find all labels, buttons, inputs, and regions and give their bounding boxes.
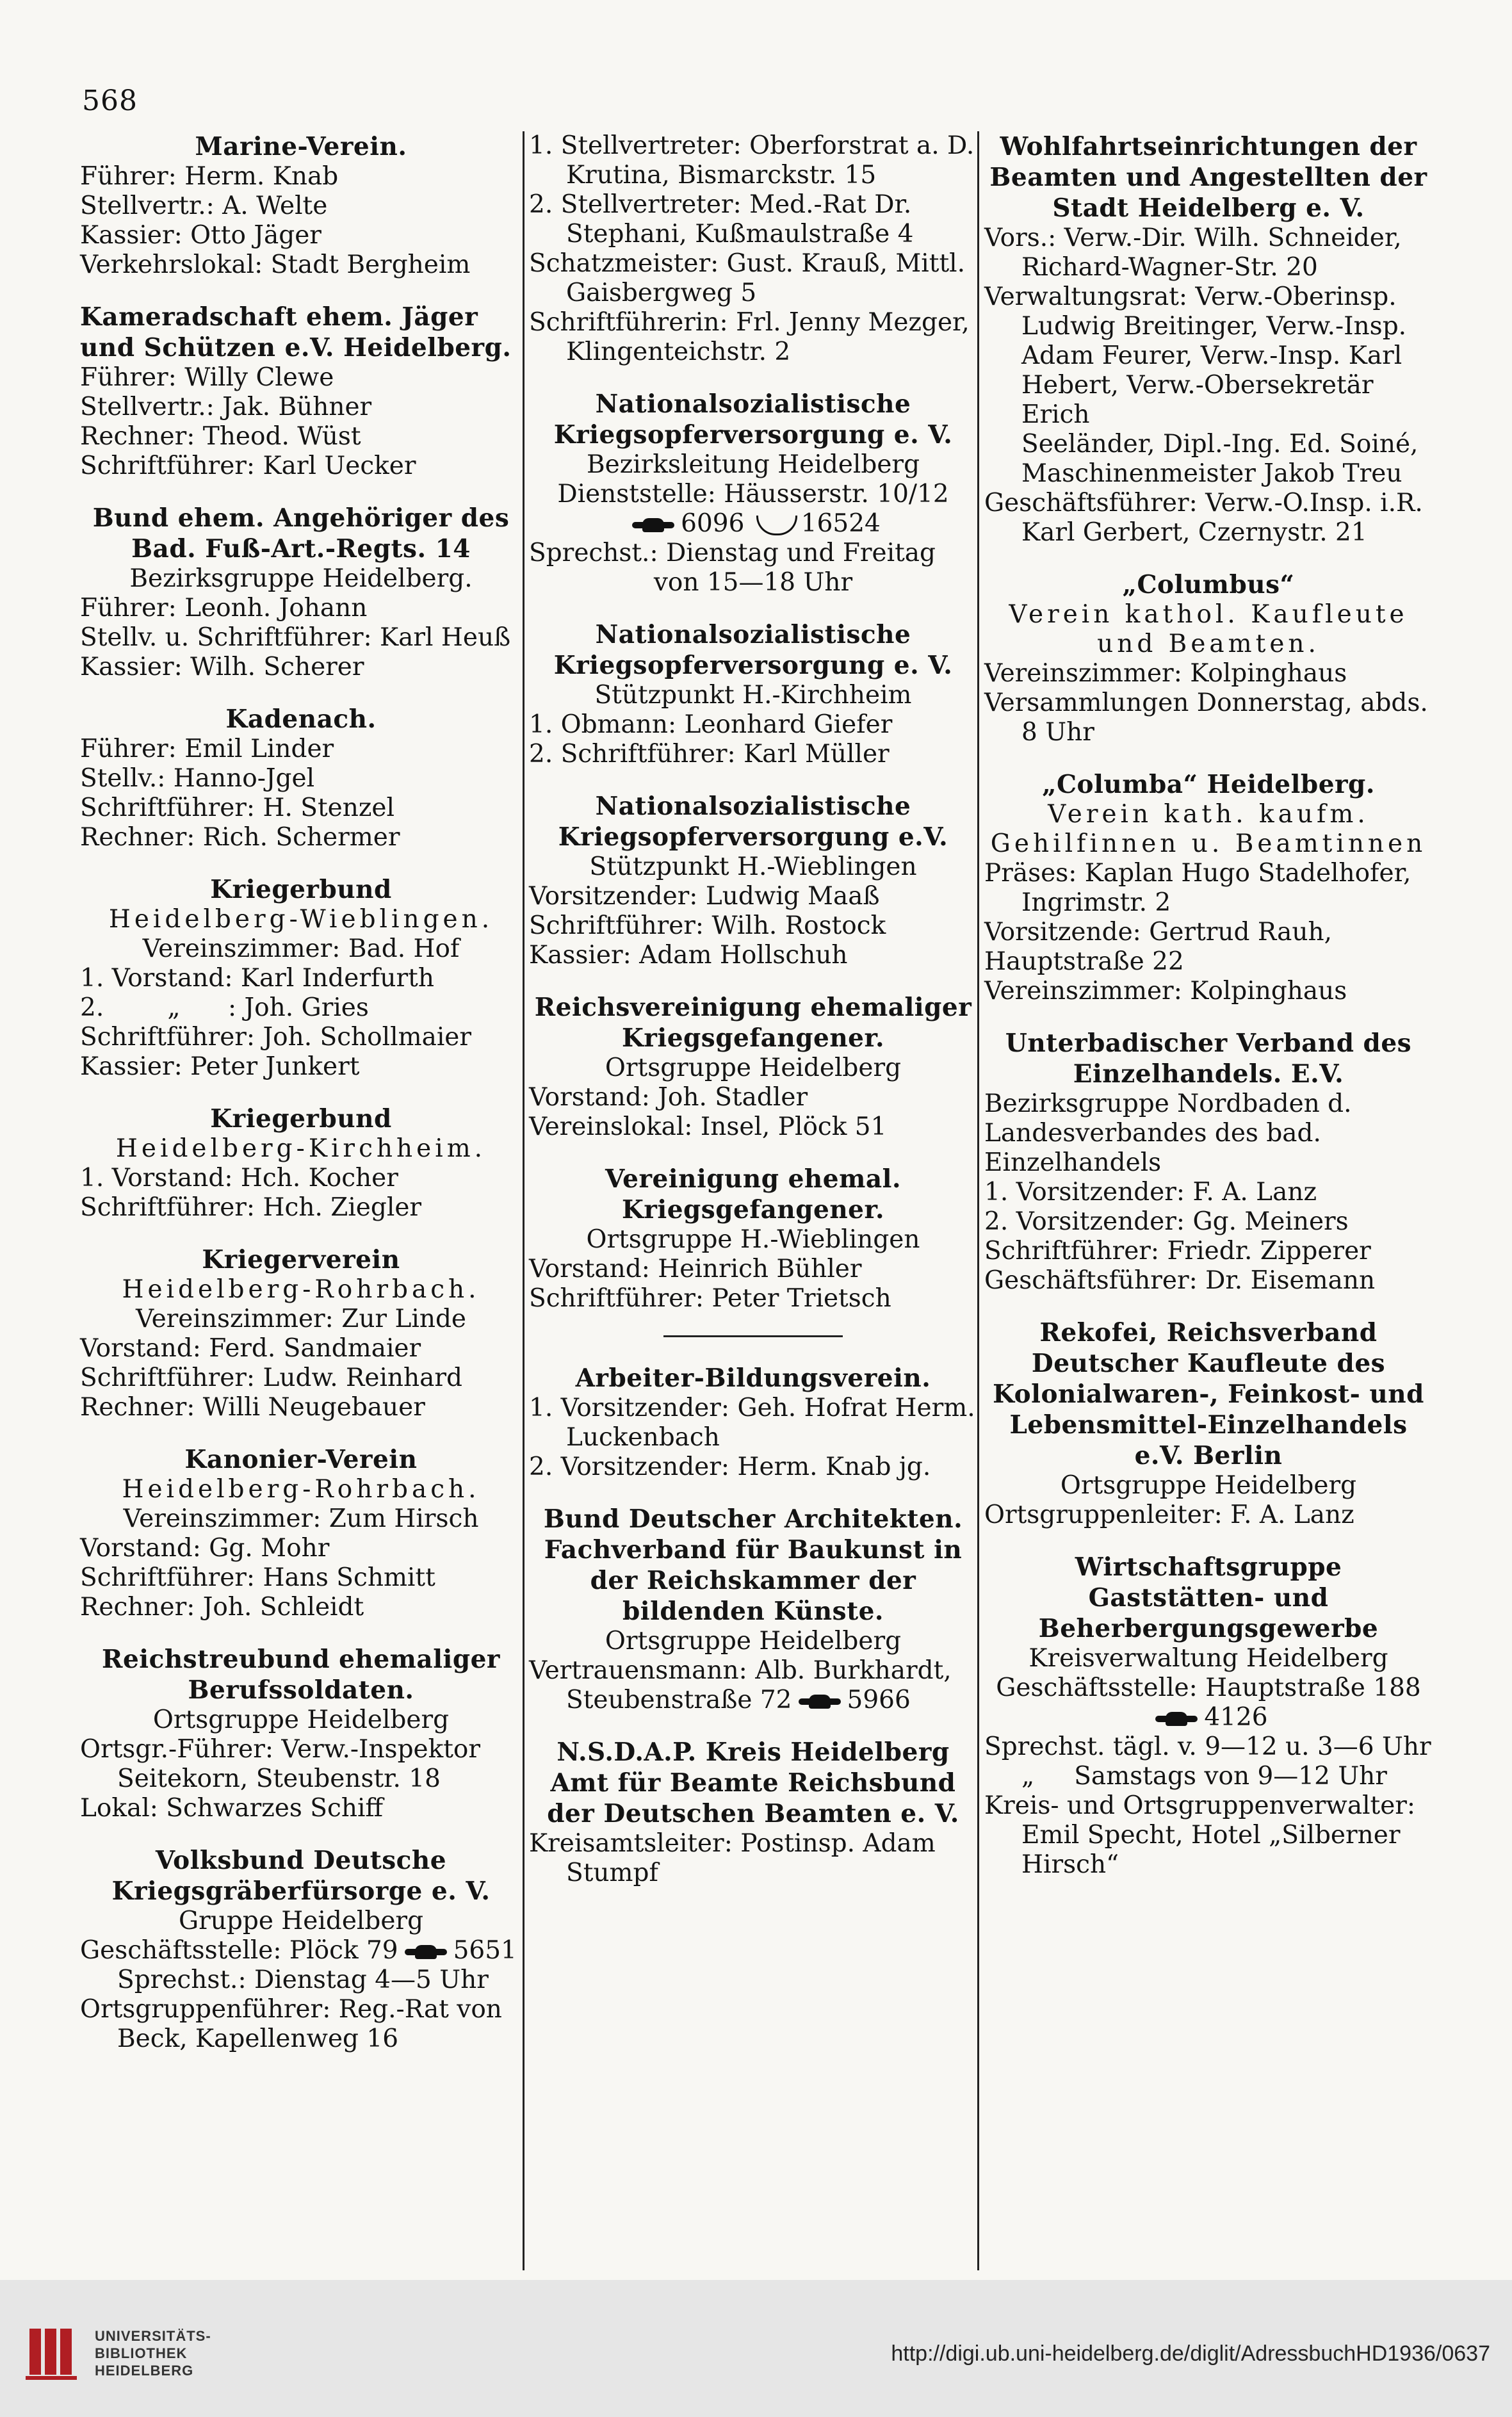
entry-title: Rekofei, Reichsverband Deutscher Kaufleute des Kolonialwaren-, Feinkost- und Lebensmittel-Einzelhandels e.V. Berlin	[993, 1318, 1424, 1470]
entry-line-text: Vors.: Verw.-Dir. Wilh. Schneider,	[984, 224, 1402, 252]
entry-line-text: Stellv.: Hanno-Jgel	[80, 764, 315, 793]
entry-line	[80, 162, 522, 191]
directory-entry	[80, 1103, 522, 1223]
entry-line-text: Rechner: Theod. Wüst	[80, 422, 361, 451]
entry-line-text: 2. Vorsitzender: Herm. Knab jg.	[529, 1453, 931, 1481]
entry-subtitle: Bezirksgruppe Heidelberg.	[129, 564, 473, 593]
entry-line	[529, 1453, 977, 1482]
entry-line	[529, 338, 977, 367]
entry-line	[80, 823, 522, 852]
entry-line	[984, 1673, 1433, 1703]
entry-line	[984, 489, 1433, 518]
entry-line	[80, 363, 522, 393]
entry-line-text: Stumpf	[566, 1859, 658, 1887]
entry-subtitle: Ortsgruppe Heidelberg	[1060, 1471, 1357, 1500]
entry-line	[529, 1829, 977, 1859]
entry-line-text: Geschäftsstelle: Hauptstraße 188	[996, 1673, 1421, 1702]
entry-line-text: Schriftführer: Hans Schmitt	[80, 1563, 435, 1592]
entry-line-text: Krutina, Bismarckstr. 15	[566, 161, 877, 190]
entry-line-text: Schriftführer: Hch. Ziegler	[80, 1193, 422, 1222]
entry-line	[80, 191, 522, 221]
entry-line-text: Vorstand: Gg. Mohr	[80, 1534, 330, 1563]
entry-line	[529, 1656, 977, 1686]
entry-line	[80, 221, 522, 250]
entry-line-text: Hebert, Verw.-Obersekretär Erich	[1021, 371, 1381, 429]
entry-subtitle: Heidelberg-Wieblingen.	[108, 905, 494, 934]
entry-line	[984, 1207, 1433, 1237]
entry-line	[529, 568, 977, 598]
entry-line	[529, 941, 977, 970]
entry-title: Reichsvereinigung ehemaliger Kriegsgefangener.	[534, 993, 972, 1053]
entry-line-text: Vereinslokal: Insel, Plöck 51	[529, 1112, 887, 1141]
entry-line	[984, 1237, 1433, 1266]
entry-line-text: „ Samstags von 9—12 Uhr	[1021, 1762, 1387, 1791]
entry-line	[80, 1794, 522, 1823]
entry-line-text: Sprechst. tägl. v. 9—12 u. 3—6 Uhr	[984, 1732, 1431, 1761]
entry-line-text: Vereinszimmer: Kolpinghaus	[984, 977, 1347, 1005]
entry-line	[80, 452, 522, 481]
entry-line-text: Dienststelle: Häusserstr. 10/12	[557, 480, 949, 509]
entry-line-text: von 15—18 Uhr	[653, 568, 853, 597]
entry-line-text: Klingenteichstr. 2	[566, 338, 791, 366]
entry-line-text: Maschinenmeister Jakob Treu	[1021, 459, 1402, 488]
entry-line	[529, 249, 977, 279]
entry-line	[529, 1083, 977, 1112]
entry-line-text: Ortsgr.-Führer: Verw.-Inspektor	[80, 1735, 481, 1764]
entry-line-text: Führer: Emil Linder	[80, 735, 334, 763]
entry-line	[984, 1089, 1433, 1178]
entry-line	[80, 1965, 522, 1995]
column-3	[984, 131, 1433, 1901]
entry-line-text: 1. Vorsitzender: Geh. Hofrat Herm.	[529, 1394, 975, 1422]
directory-entry	[80, 1244, 522, 1422]
entry-line-text: Schriftführer: Ludw. Reinhard	[80, 1363, 463, 1392]
entry-line-text: Lokal: Schwarzes Schiff	[80, 1794, 384, 1823]
entry-subtitle: Kreisverwaltung Heidelberg	[1028, 1644, 1388, 1673]
entry-line-text: Rechner: Joh. Schleidt	[80, 1593, 364, 1622]
entry-line	[529, 190, 977, 220]
entry-line	[984, 253, 1433, 282]
entry-line	[529, 279, 977, 308]
entry-line	[80, 1334, 522, 1363]
entry-line	[529, 131, 977, 161]
entry-subtitle: Heidelberg-Rohrbach.	[122, 1475, 480, 1504]
entry-line	[80, 1593, 522, 1622]
directory-entry	[984, 569, 1433, 747]
entry-line-text: Rechner: Rich. Schermer	[80, 823, 400, 852]
telephone-number: 4126	[1204, 1703, 1268, 1732]
telephone-icon	[402, 1945, 450, 1959]
entry-line-text: Stellvertr.: A. Welte	[80, 191, 328, 220]
entry-line-text: 2. „ : Joh. Gries	[80, 993, 369, 1022]
entry-line	[529, 1859, 977, 1888]
directory-entry	[529, 389, 977, 598]
entry-subtitle: Verein kath. kaufm. Gehilfinnen u. Beamtinnen	[990, 800, 1427, 858]
telephone-icon	[1153, 1712, 1200, 1726]
entry-line-text: Führer: Leonh. Johann	[80, 594, 368, 623]
entry-line	[80, 1023, 522, 1052]
directory-entry	[80, 1444, 522, 1622]
telephone-number: 6096	[681, 509, 745, 538]
entry-line	[80, 1936, 522, 1965]
entry-line-text: Vereinszimmer: Bad. Hof	[142, 934, 460, 963]
entry-line-text: Geschäftsstelle: Plöck 79	[80, 1936, 398, 1965]
entry-subtitle: Gruppe Heidelberg	[178, 1907, 424, 1935]
entry-line-text: Geschäftsführer: Verw.-O.Insp. i.R.	[984, 489, 1423, 517]
entry-line-text: Sprechst.: Dienstag und Freitag	[529, 539, 936, 567]
telephone-icon	[796, 1695, 843, 1709]
entry-line-text: Vertrauensmann: Alb. Burkhardt,	[529, 1656, 952, 1685]
entry-line-text: Schriftführer: Peter Trietsch	[529, 1284, 891, 1313]
directory-entry	[80, 302, 522, 481]
entry-line-text: Verwaltungsrat: Verw.-Oberinsp.	[984, 282, 1397, 311]
entry-line-text: 1. Vorstand: Karl Inderfurth	[80, 964, 434, 993]
entry-line	[984, 1501, 1433, 1530]
entry-line-text: Luckenbach	[566, 1423, 720, 1452]
entry-line	[984, 341, 1433, 371]
entry-line-text: Sprechst.: Dienstag 4—5 Uhr	[117, 1965, 489, 1994]
library-name-line: HEIDELBERG	[95, 2363, 194, 2379]
entry-line	[80, 1504, 522, 1534]
entry-line-text: Emil Specht, Hotel „Silberner	[1021, 1821, 1401, 1850]
entry-line	[80, 793, 522, 823]
directory-entry	[984, 1317, 1433, 1530]
entry-title: Nationalsozialistische Kriegsopferversorgung e. V.	[553, 620, 953, 680]
entry-line	[529, 710, 977, 740]
entry-line	[984, 718, 1433, 747]
entry-line	[529, 308, 977, 338]
entry-line-text: Kassier: Adam Hollschuh	[529, 941, 848, 970]
entry-line-text: Schriftführer: Joh. Schollmaier	[80, 1023, 472, 1052]
entry-line	[984, 659, 1433, 688]
entry-line	[529, 1112, 977, 1142]
entry-line	[984, 518, 1433, 548]
entry-title: Arbeiter-Bildungsverein.	[575, 1363, 931, 1393]
entry-line	[984, 1732, 1433, 1762]
entry-line-text: Kassier: Otto Jäger	[80, 221, 321, 250]
entry-line	[80, 1563, 522, 1593]
entry-line-text: Vorsitzende: Gertrud Rauh, Hauptstraße 22	[984, 918, 1340, 976]
entry-title: Kriegerverein	[202, 1245, 400, 1274]
entry-line	[80, 1164, 522, 1193]
entry-line	[80, 1393, 522, 1422]
page-number: 568	[82, 85, 138, 117]
entry-line-text: Ortsgruppenführer: Reg.-Rat von	[80, 1995, 502, 2024]
entry-line-text: Verkehrslokal: Stadt Bergheim	[80, 250, 471, 279]
entry-line-text: Führer: Herm. Knab	[80, 162, 339, 191]
entry-line-text: Ortsgruppenleiter: F. A. Lanz	[984, 1501, 1354, 1529]
entry-line-text: Rechner: Willi Neugebauer	[80, 1393, 425, 1422]
entry-line-text: Präses: Kaplan Hugo Stadelhofer,	[984, 859, 1411, 888]
entry-subtitle: Stützpunkt H.-Kirchheim	[594, 681, 912, 710]
entry-line	[529, 1255, 977, 1284]
entry-title: Bund ehem. Angehöriger des Bad. Fuß-Art.-Regts. 14	[92, 503, 510, 564]
entry-line-text: Karl Gerbert, Czernystr. 21	[1021, 518, 1367, 547]
directory-entry	[984, 769, 1433, 1006]
entry-title: „Columba“ Heidelberg.	[1042, 770, 1375, 799]
entry-line-text: Schriftführerin: Frl. Jenny Mezger,	[529, 308, 970, 337]
entry-line-text: 1. Vorsitzender: F. A. Lanz	[984, 1178, 1317, 1207]
entry-line-text: Geschäftsführer: Dr. Eisemann	[984, 1266, 1376, 1295]
entry-line	[984, 1791, 1433, 1821]
entry-line	[529, 882, 977, 911]
entry-line	[984, 1850, 1433, 1880]
entry-line-text: Richard-Wagner-Str. 20	[1021, 253, 1318, 282]
entry-line-text: Vereinszimmer: Zum Hirsch	[123, 1504, 479, 1533]
entry-line	[80, 1735, 522, 1764]
entry-line	[80, 653, 522, 682]
entry-subtitle: Verein kathol. Kaufleute und Beamten.	[1009, 600, 1408, 658]
entry-line-text: Führer: Willy Clewe	[80, 363, 334, 392]
entry-line	[984, 312, 1433, 341]
entry-line-text: Schatzmeister: Gust. Krauß, Mittl.	[529, 249, 965, 278]
entry-line	[80, 1995, 522, 2024]
entry-line-text: Steubenstraße 72	[566, 1686, 792, 1714]
entry-title: Unterbadischer Verband des Einzelhandels. E.V.	[1005, 1029, 1412, 1089]
entry-title: Volksbund Deutsche Kriegsgräberfürsorge e. V.	[111, 1846, 491, 1906]
entry-line	[80, 1534, 522, 1563]
entry-line-text: Ingrimstr. 2	[1021, 888, 1171, 917]
entry-title: Wohlfahrtseinrichtungen der Beamten und Angestellten der Stadt Heidelberg e. V.	[989, 132, 1427, 223]
section-divider	[663, 1335, 843, 1337]
entry-line	[529, 1394, 977, 1423]
column-1	[80, 131, 522, 2076]
entry-title: N.S.D.A.P. Kreis Heidelberg Amt für Beamte Reichsbund der Deutschen Beamten e. V.	[547, 1737, 959, 1828]
entry-line-text: Vereinszimmer: Kolpinghaus	[984, 659, 1347, 688]
entry-subtitle: Ortsgruppe Heidelberg	[605, 1054, 902, 1082]
directory-entry	[529, 992, 977, 1142]
directory-entry	[529, 791, 977, 970]
telephone-icon	[630, 518, 677, 532]
entry-line	[529, 911, 977, 941]
entry-line	[80, 422, 522, 452]
entry-line	[80, 250, 522, 280]
entry-line	[80, 764, 522, 793]
entry-line	[984, 459, 1433, 489]
entry-line-text: 2. Vorsitzender: Gg. Meiners	[984, 1207, 1349, 1236]
entry-line	[529, 509, 977, 539]
library-name-line: BIBLIOTHEK	[95, 2345, 188, 2361]
entry-line	[984, 1762, 1433, 1791]
entry-line-text: Kassier: Wilh. Scherer	[80, 653, 364, 681]
entry-subtitle: Ortsgruppe Heidelberg	[605, 1627, 902, 1656]
entry-title: „Columbus“	[1122, 570, 1295, 599]
entry-line-text: Kreisamtsleiter: Postinsp. Adam	[529, 1829, 936, 1858]
library-logo-icon	[26, 2322, 85, 2381]
directory-entry	[529, 1737, 977, 1888]
entry-line-text: Schriftführer: Friedr. Zipperer	[984, 1237, 1371, 1265]
entry-line	[80, 393, 522, 422]
entry-line	[984, 688, 1433, 718]
entry-line-text: Bezirksgruppe Nordbaden d. Landesverbandes des bad. Einzelhandels	[984, 1089, 1360, 1177]
library-name	[95, 2327, 211, 2379]
entry-line-text: 1. Vorstand: Hch. Kocher	[80, 1164, 398, 1192]
telephone-number: 5651	[453, 1936, 517, 1965]
entry-line	[984, 859, 1433, 888]
column-rule	[977, 131, 979, 2270]
entry-title: Kanonier-Verein	[184, 1445, 418, 1474]
entry-line	[80, 2024, 522, 2054]
entry-title: Kameradschaft ehem. Jäger und Schützen e.V. Heidelberg.	[80, 302, 512, 362]
entry-line	[80, 1052, 522, 1082]
entry-line	[80, 594, 522, 623]
directory-entry	[529, 1164, 977, 1314]
entry-line-text: Seitekorn, Steubenstr. 18	[117, 1764, 441, 1793]
entry-line-text: Gaisbergweg 5	[566, 279, 757, 307]
entry-line	[80, 623, 522, 653]
entry-title: Bund Deutscher Architekten. Fachverband für Baukunst in der Reichskammer der bildenden Künste.	[543, 1504, 963, 1626]
entry-subtitle: Heidelberg-Kirchheim.	[115, 1134, 487, 1163]
entry-title: Marine-Verein.	[195, 132, 407, 161]
footer-bar	[0, 2280, 1512, 2417]
entry-line	[984, 918, 1433, 977]
entry-line-text: Stephani, Kußmaulstraße 4	[566, 220, 914, 248]
entry-subtitle: Ortsgruppe Heidelberg	[152, 1705, 450, 1734]
entry-line-text: Kassier: Peter Junkert	[80, 1052, 360, 1081]
entry-line	[529, 1423, 977, 1453]
entry-line	[984, 1703, 1433, 1732]
directory-entry	[80, 131, 522, 280]
entry-subtitle: Ortsgruppe H.-Wieblingen	[586, 1225, 920, 1254]
directory-entry	[80, 704, 522, 852]
entry-line	[80, 1764, 522, 1794]
library-name-line: UNIVERSITÄTS-	[95, 2328, 211, 2344]
entry-line-text: 1. Stellvertreter: Oberforstrat a. D.	[529, 131, 975, 160]
entry-line	[529, 1284, 977, 1314]
entry-line	[984, 430, 1433, 459]
entry-line	[80, 1363, 522, 1393]
entry-subtitle: Stützpunkt H.-Wieblingen	[589, 852, 917, 881]
entry-line	[984, 371, 1433, 430]
entry-line-text: Stellv. u. Schriftführer: Karl Heuß	[80, 623, 511, 652]
entry-title: Wirtschaftsgruppe Gaststätten- und Beherbergungsgewerbe	[1038, 1552, 1379, 1643]
entry-title: Nationalsozialistische Kriegsopferversorgung e. V.	[553, 389, 953, 450]
entry-title: Kriegerbund	[210, 875, 392, 904]
directory-entry	[984, 1028, 1433, 1296]
directory-entry	[80, 1845, 522, 2054]
entry-line-text: 1. Obmann: Leonhard Giefer	[529, 710, 893, 739]
entry-line-text: Stellvertr.: Jak. Bühner	[80, 393, 372, 421]
entry-subtitle: Heidelberg-Rohrbach.	[122, 1275, 480, 1304]
entry-line	[80, 735, 522, 764]
entry-line-text: Adam Feurer, Verw.-Insp. Karl	[1021, 341, 1402, 370]
entry-line	[529, 740, 977, 769]
entry-line	[984, 282, 1433, 312]
entry-line-text: Kreis- und Ortsgruppenverwalter:	[984, 1791, 1416, 1820]
directory-entry	[529, 1504, 977, 1715]
entry-line-text: Vorstand: Joh. Stadler	[529, 1083, 808, 1112]
entry-line	[80, 964, 522, 993]
telegram-icon	[756, 516, 797, 535]
entry-line-text: Vorstand: Ferd. Sandmaier	[80, 1334, 421, 1363]
entry-subtitle: Bezirksleitung Heidelberg	[586, 450, 920, 479]
column-rule	[523, 131, 524, 2270]
directory-entry	[80, 1644, 522, 1823]
entry-line	[80, 934, 522, 964]
entry-title: Kadenach.	[225, 704, 377, 734]
directory-entry	[529, 619, 977, 769]
entry-title: Vereinigung ehemal. Kriegsgefangener.	[605, 1164, 902, 1225]
entry-line-text: Schriftführer: Karl Uecker	[80, 452, 416, 480]
directory-entry	[80, 874, 522, 1082]
entry-line	[984, 1266, 1433, 1296]
entry-line-text: 2. Stellvertreter: Med.-Rat Dr.	[529, 190, 912, 219]
entry-title: Reichstreubund ehemaliger Berufssoldaten.	[102, 1645, 500, 1705]
entry-line	[529, 539, 977, 568]
entry-line	[984, 224, 1433, 253]
directory-entry	[984, 1552, 1433, 1880]
entry-line-text: Vorsitzender: Ludwig Maaß	[529, 882, 880, 911]
entry-line	[529, 161, 977, 190]
column-2	[529, 131, 977, 1910]
entry-line	[984, 888, 1433, 918]
entry-line-text: Vereinszimmer: Zur Linde	[135, 1305, 467, 1333]
entry-line-text: 2. Schriftführer: Karl Müller	[529, 740, 890, 769]
entry-line	[984, 1821, 1433, 1850]
telephone-number: 5966	[847, 1686, 911, 1714]
directory-entry	[984, 131, 1433, 548]
directory-entry	[529, 131, 977, 367]
entry-line-text: 8 Uhr	[1021, 718, 1094, 747]
source-url-link[interactable]: http://digi.ub.uni-heidelberg.de/diglit/AdressbuchHD1936/0637	[891, 2341, 1490, 2366]
entry-title: Nationalsozialistische Kriegsopferversorgung e.V.	[558, 792, 948, 852]
entry-line	[80, 993, 522, 1023]
entry-line	[984, 1178, 1433, 1207]
entry-line-text: Hirsch“	[1021, 1850, 1119, 1879]
entry-line-text: Schriftführer: Wilh. Rostock	[529, 911, 886, 940]
entry-line	[529, 480, 977, 509]
entry-line-text: Beck, Kapellenweg 16	[117, 2024, 399, 2053]
entry-line-text: Vorstand: Heinrich Bühler	[529, 1255, 862, 1283]
entry-line-text: Seeländer, Dipl.-Ing. Ed. Soiné,	[1021, 430, 1419, 459]
entry-line	[529, 220, 977, 249]
telegram-number: 16524	[801, 509, 881, 538]
entry-line	[80, 1193, 522, 1223]
entry-line-text: Schriftführer: H. Stenzel	[80, 793, 394, 822]
entry-line	[984, 977, 1433, 1006]
directory-entry	[529, 1363, 977, 1482]
entry-line-text: Versammlungen Donnerstag, abds.	[984, 688, 1428, 717]
entry-title: Kriegerbund	[210, 1104, 392, 1134]
entry-line	[529, 1686, 977, 1715]
entry-line	[80, 1305, 522, 1334]
entry-line-text: Ludwig Breitinger, Verw.-Insp.	[1021, 312, 1407, 341]
directory-entry	[80, 503, 522, 682]
